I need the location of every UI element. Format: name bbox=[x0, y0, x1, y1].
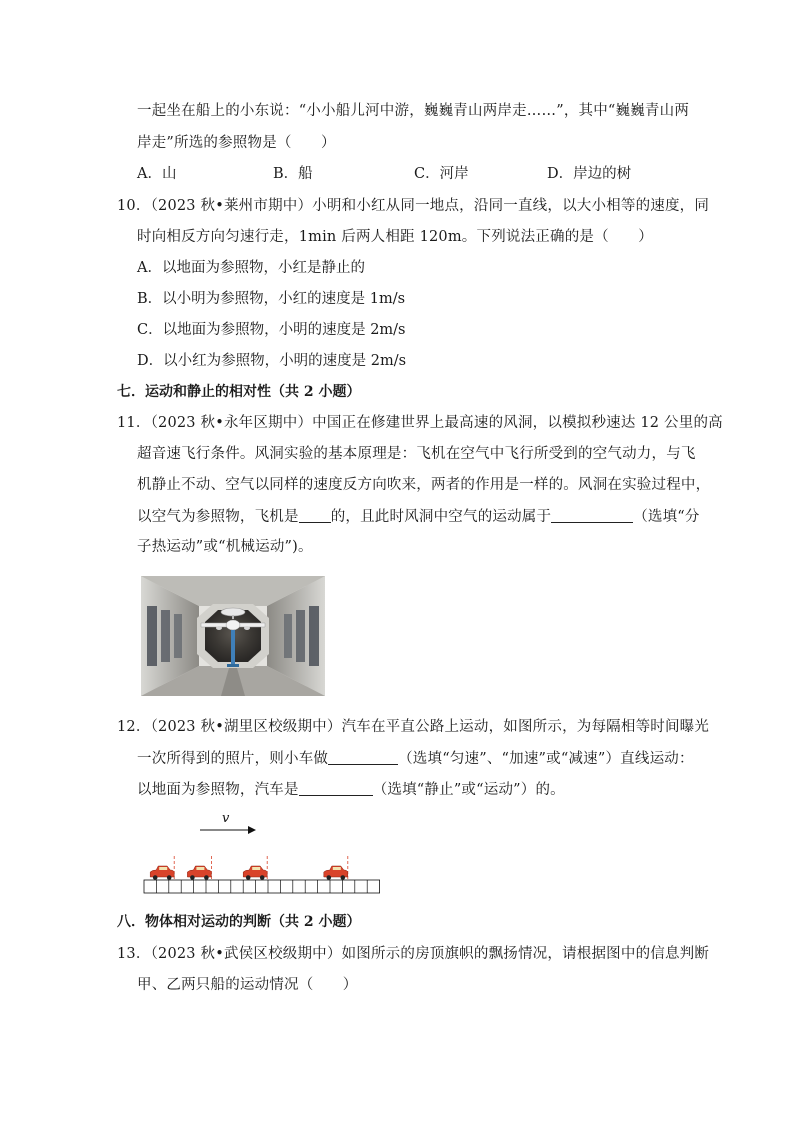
q10-text-line1: （2023 秋•莱州市期中）小明和小红从同一地点，沿同一直线，以大小相等的速度，同 bbox=[150, 198, 710, 214]
car-2 bbox=[187, 866, 211, 880]
q13-number: 13． bbox=[117, 946, 151, 962]
car-wheel bbox=[327, 875, 332, 880]
q12-blank-1[interactable] bbox=[328, 748, 398, 765]
q12-line2-part1: 一次所得到的照片，则小车做 bbox=[137, 751, 329, 767]
car-window bbox=[159, 867, 167, 870]
q9-option-b: B．船 bbox=[273, 166, 313, 182]
q11-blank-2[interactable] bbox=[551, 506, 633, 523]
q10-option-b: B．以小明为参照物，小红的速度是 1m/s bbox=[137, 291, 406, 307]
q10-number: 10． bbox=[117, 198, 151, 214]
q12-line3-part2: （选填“静止”或“运动”）的。 bbox=[372, 782, 565, 798]
q11-text-line1: （2023 秋•永年区期中）中国正在修建世界上最高速的风洞，以模拟秒速达 12 公里的高 bbox=[150, 415, 723, 431]
q11-line5: 子热运动”或“机械运动”)。 bbox=[137, 539, 313, 555]
road-ticks bbox=[144, 880, 380, 893]
wind-tunnel-illustration bbox=[141, 576, 325, 696]
car-1 bbox=[150, 866, 174, 880]
wind-tunnel-photo bbox=[141, 576, 325, 696]
car-3 bbox=[243, 866, 267, 880]
q11-number: 11． bbox=[117, 415, 151, 431]
q12-line3 bbox=[137, 779, 565, 800]
q10-option-a: A．以地面为参照物，小红是静止的 bbox=[137, 260, 365, 276]
q11-line3: 机静止不动、空气以同样的速度反方向吹来，两者的作用是一样的。风洞在实验过程中， bbox=[137, 477, 711, 493]
q12-number: 12． bbox=[117, 719, 151, 735]
q9-line1: 一起坐在船上的小东说：“小小船儿河中游，巍巍青山两岸走……”，其中“巍巍青山两 bbox=[137, 103, 690, 119]
q13-text-line1: （2023 秋•武侯区校级期中）如图所示的房顶旗帜的飘扬情况，请根据图中的信息判断 bbox=[150, 946, 710, 962]
q10-line2: 时向相反方向匀速行走，1min 后两人相距 120m。下列说法正确的是（ ） bbox=[137, 229, 653, 245]
q10-option-c: C．以地面为参照物，小明的速度是 2m/s bbox=[137, 322, 406, 338]
car-wheel bbox=[190, 875, 195, 880]
road-strip bbox=[144, 880, 380, 893]
q12-line2-part2: （选填“匀速”、“加速”或“减速”）直线运动： bbox=[398, 751, 694, 767]
q11-stem-line1 bbox=[117, 413, 723, 433]
car-wheel bbox=[153, 875, 158, 880]
car-4 bbox=[324, 866, 348, 880]
car-wheel bbox=[246, 875, 251, 880]
q12-line3-part1: 以地面为参照物，汽车是 bbox=[137, 782, 299, 798]
car-wheel bbox=[167, 875, 172, 880]
car-wheel bbox=[204, 875, 209, 880]
car-wheel bbox=[341, 875, 346, 880]
car-window bbox=[196, 867, 204, 870]
q11-line4-part2: 的，且此时风洞中空气的运动属于 bbox=[330, 509, 552, 525]
q9-option-d: D．岸边的树 bbox=[547, 166, 632, 182]
q9-option-c: C．河岸 bbox=[414, 166, 469, 182]
q12-stem-line1 bbox=[117, 717, 709, 737]
q10-option-d: D．以小红为参照物，小明的速度是 2m/s bbox=[137, 353, 407, 369]
q12-text-line1: （2023 秋•湖里区校级期中）汽车在平直公路上运动，如图所示，为每隔相等时间曝光 bbox=[150, 719, 710, 735]
q9-option-a: A．山 bbox=[137, 166, 177, 182]
q10-stem-line1 bbox=[117, 196, 709, 216]
velocity-label: v bbox=[222, 811, 230, 826]
q11-line4-part1: 以空气为参照物，飞机是 bbox=[137, 509, 299, 525]
car-window bbox=[252, 867, 260, 870]
q13-stem-line1 bbox=[117, 944, 709, 964]
section-7-heading: 七．运动和静止的相对性（共 2 小题） bbox=[117, 384, 361, 400]
car-window bbox=[333, 867, 341, 870]
q11-blank-1[interactable] bbox=[299, 506, 331, 523]
q12-line2 bbox=[137, 748, 694, 769]
q13-line2: 甲、乙两只船的运动情况（ ） bbox=[137, 977, 358, 993]
q11-line4-part3: （选填“分 bbox=[633, 509, 700, 525]
car-strobe-figure bbox=[140, 806, 390, 898]
car-wheel bbox=[260, 875, 265, 880]
q12-blank-2[interactable] bbox=[299, 779, 373, 796]
q9-line2: 岸走”所选的参照物是（ ） bbox=[137, 135, 336, 151]
q11-line2: 超音速飞行条件。风洞实验的基本原理是：飞机在空气中飞行所受到的空气动力，与飞 bbox=[137, 446, 696, 462]
q11-line4 bbox=[137, 506, 700, 527]
section-8-heading: 八．物体相对运动的判断（共 2 小题） bbox=[117, 914, 361, 930]
car-strobe-diagram bbox=[140, 806, 390, 898]
cars-group bbox=[150, 856, 348, 880]
